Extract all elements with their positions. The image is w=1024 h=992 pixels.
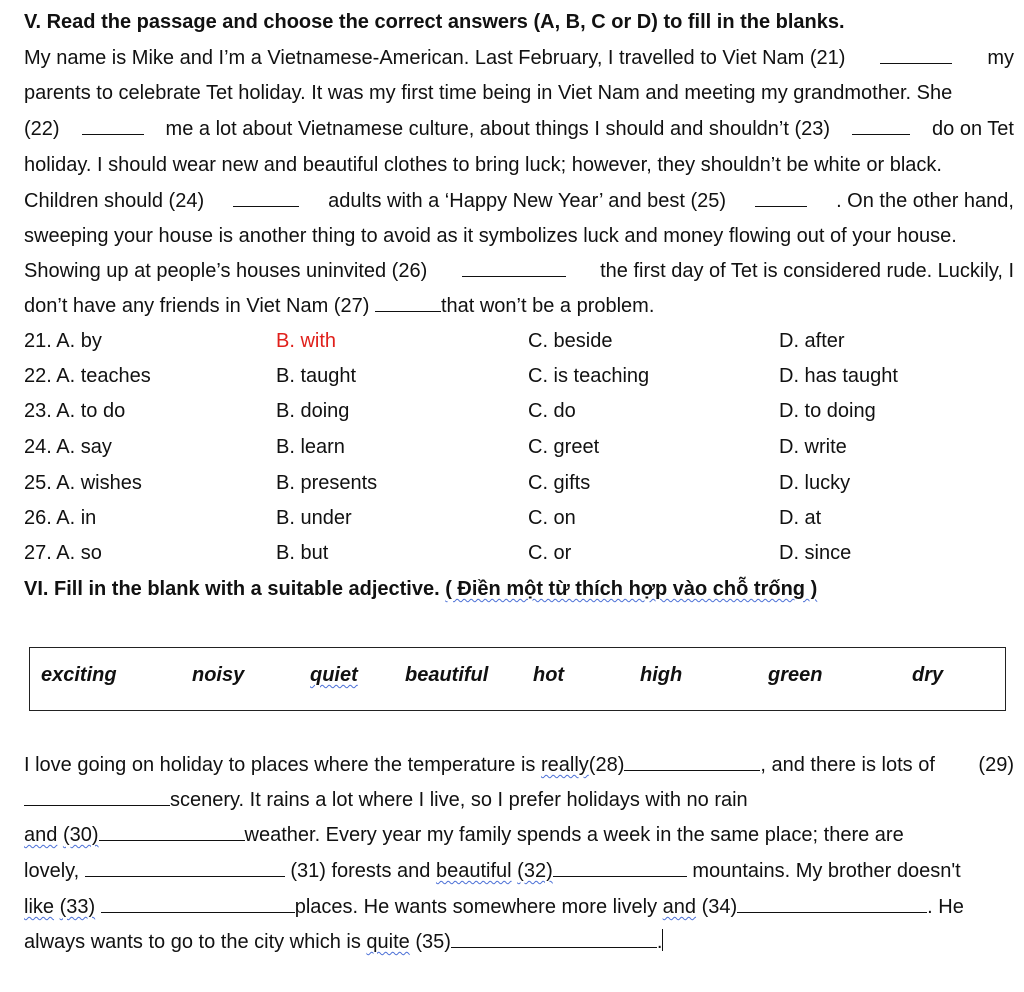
option-25-d[interactable]: D. lucky	[779, 472, 851, 494]
option-26-c[interactable]: C. on	[528, 507, 576, 529]
passage-line-8: don’t have any friends in Viet Nam (27) that won’t be a problem.	[24, 295, 655, 317]
passage-line-5: Children should (24) adults with a ‘Happy New Year’ and best (25) . On the other hand,	[24, 190, 1014, 212]
option-24-c[interactable]: C. greet	[528, 436, 600, 458]
word-noisy: noisy	[192, 664, 245, 686]
word-dry: dry	[912, 664, 944, 686]
option-22-b[interactable]: B. taught	[276, 365, 357, 387]
blank-23[interactable]	[852, 116, 910, 135]
passage-line-6: sweeping your house is another thing to avoid as it symbolizes luck and money flowing out of your house.	[24, 225, 957, 247]
text-cursor	[662, 929, 663, 951]
passage-line-3: (22) me a lot about Vietnamese culture, about things I should and shouldn’t (23) do on Tet	[24, 118, 1014, 140]
blank-34[interactable]	[737, 894, 927, 913]
option-27-b[interactable]: B. but	[276, 542, 329, 564]
option-24-d[interactable]: D. write	[779, 436, 847, 458]
section-6-heading-vietnamese: ( Điền một từ thích hợp vào chỗ trống )	[445, 578, 818, 600]
option-22-a[interactable]: 22. A. teaches	[24, 365, 151, 387]
word-quiet: quiet	[310, 664, 358, 686]
option-24-b[interactable]: B. learn	[276, 436, 345, 458]
blank-32[interactable]	[553, 858, 687, 877]
word-hot: hot	[533, 664, 565, 686]
option-23-a[interactable]: 23. A. to do	[24, 400, 126, 422]
passage-line-1: My name is Mike and I’m a Vietnamese-American. Last February, I travelled to Viet Nam (21) my	[24, 47, 1014, 69]
option-26-d[interactable]: D. at	[779, 507, 822, 529]
option-21-a[interactable]: 21. A. by	[24, 330, 102, 352]
blank-26[interactable]	[462, 258, 566, 277]
option-21-b[interactable]: B. with	[276, 330, 337, 352]
option-27-d[interactable]: D. since	[779, 542, 852, 564]
option-22-c[interactable]: C. is teaching	[528, 365, 650, 387]
option-21-d[interactable]: D. after	[779, 330, 845, 352]
exercise-line-2: scenery. It rains a lot where I live, so I prefer holidays with no rain	[24, 787, 748, 813]
option-26-b[interactable]: B. under	[276, 507, 352, 529]
section-6-heading: VI. Fill in the blank with a suitable adjective. ( Điền một từ thích hợp vào chỗ trống )	[24, 578, 818, 600]
word-exciting: exciting	[41, 664, 117, 686]
word-high: high	[640, 664, 683, 686]
option-27-c[interactable]: C. or	[528, 542, 572, 564]
blank-31[interactable]	[85, 858, 285, 877]
option-25-a[interactable]: 25. A. wishes	[24, 472, 142, 494]
option-22-d[interactable]: D. has taught	[779, 365, 898, 387]
blank-21[interactable]	[880, 45, 952, 64]
blank-35[interactable]	[451, 929, 657, 948]
passage-line-7: Showing up at people’s houses uninvited (26) the first day of Tet is considered rude. Luckily, I	[24, 260, 1014, 282]
blank-33[interactable]	[101, 894, 295, 913]
passage-line-2: parents to celebrate Tet holiday. It was my first time being in Viet Nam and meeting my grandmother. She	[24, 82, 953, 104]
blank-28[interactable]	[624, 752, 760, 771]
blank-29[interactable]	[24, 787, 170, 806]
blank-24[interactable]	[233, 188, 299, 207]
option-26-a[interactable]: 26. A. in	[24, 507, 97, 529]
option-27-a[interactable]: 27. A. so	[24, 542, 102, 564]
blank-27[interactable]	[375, 293, 441, 312]
option-23-c[interactable]: C. do	[528, 400, 576, 422]
word-bank	[29, 647, 1006, 711]
option-24-a[interactable]: 24. A. say	[24, 436, 112, 458]
option-23-d[interactable]: D. to doing	[779, 400, 876, 422]
blank-30[interactable]	[99, 822, 245, 841]
option-25-c[interactable]: C. gifts	[528, 472, 591, 494]
exercise-line-6: always wants to go to the city which is quite (35) .	[24, 931, 663, 953]
blank-22[interactable]	[82, 116, 144, 135]
word-green: green	[768, 664, 823, 686]
exercise-line-3: and (30) weather. Every year my family spends a week in the same place; there are	[24, 824, 904, 846]
section-5-heading: V. Read the passage and choose the correct answers (A, B, C or D) to fill in the blanks.	[24, 11, 845, 33]
blank-25[interactable]	[755, 188, 807, 207]
option-21-c[interactable]: C. beside	[528, 330, 613, 352]
exercise-line-1: I love going on holiday to places where the temperature is really(28) , and there is lots of (29)	[24, 754, 1014, 776]
option-25-b[interactable]: B. presents	[276, 472, 378, 494]
option-23-b[interactable]: B. doing	[276, 400, 350, 422]
passage-line-4: holiday. I should wear new and beautiful clothes to bring luck; however, they shouldn’t be white or black.	[24, 154, 942, 176]
exercise-line-5: like (33) places. He wants somewhere more lively and (34) . He	[24, 896, 964, 918]
word-beautiful: beautiful	[405, 664, 489, 686]
exercise-line-4: lovely, (31) forests and beautiful (32) mountains. My brother doesn't	[24, 860, 961, 882]
